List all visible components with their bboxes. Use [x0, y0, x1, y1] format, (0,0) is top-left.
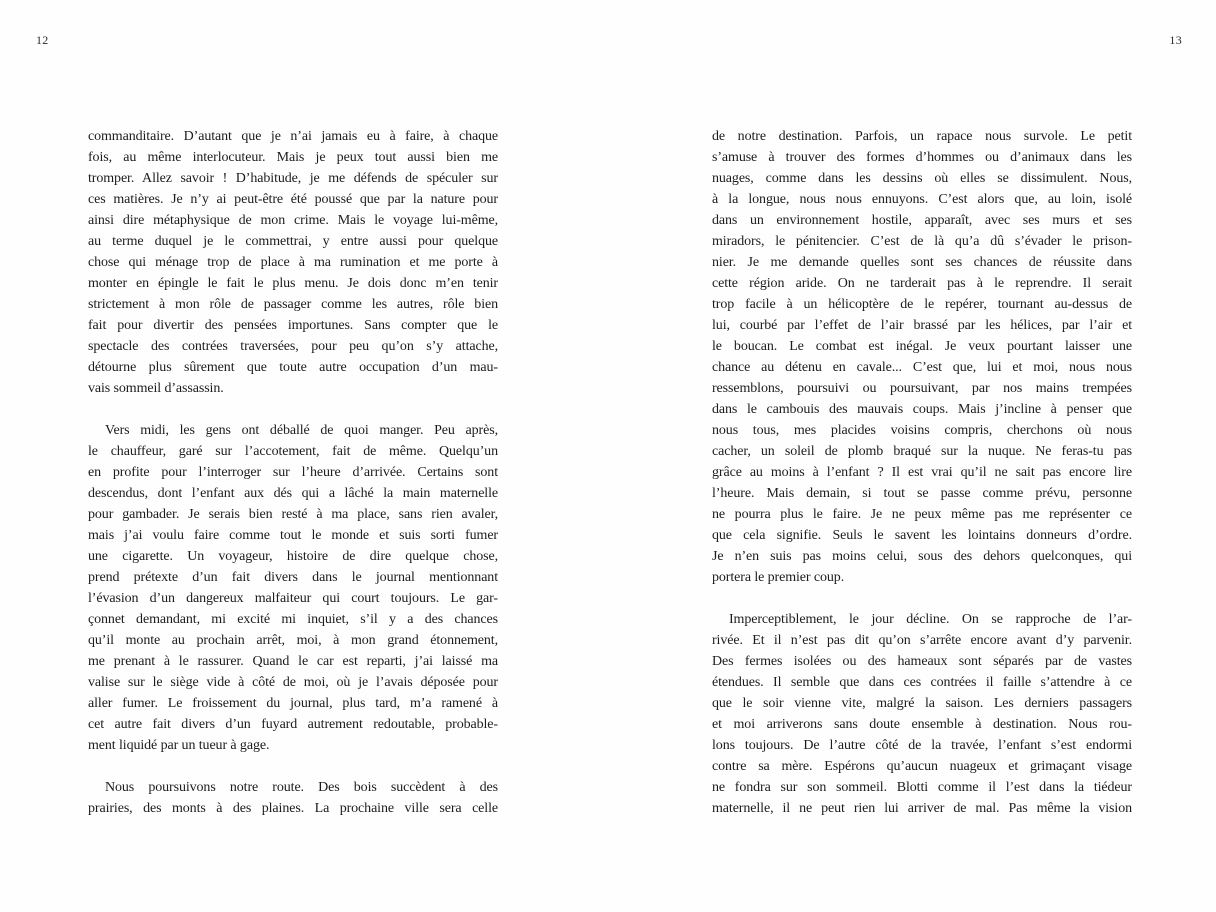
text-line: chose qui ménage trop de place à ma rumination et me porte à — [88, 255, 498, 270]
text-line: et moi arriverons sans doute ensemble à destination. Nous rou- — [712, 717, 1132, 732]
text-line: détourne plus sûrement que toute autre occupation d’un mau- — [88, 360, 498, 375]
page-number-right: 13 — [1169, 33, 1182, 47]
text-line: de notre destination. Parfois, un rapace nous survole. Le petit — [712, 129, 1132, 144]
text-line: que le soir vienne vite, malgré la saison. Les derniers passagers — [712, 696, 1132, 711]
text-line: vais sommeil d’assassin. — [88, 381, 224, 396]
text-line: au terme duquel je le commettrai, y entre aussi pour quelque — [88, 234, 498, 249]
text-line: Vers midi, les gens ont déballé de quoi manger. Peu après, — [105, 423, 498, 438]
text-line: ne fondra sur son sommeil. Blotti comme il l’est dans la tiédeur — [712, 780, 1132, 795]
text-line: lui, courbé par l’effet de l’air brassé par les hélices, par l’air et — [712, 318, 1132, 333]
text-line: qu’il monte au prochain arrêt, moi, à mon grand étonnement, — [88, 633, 498, 648]
text-line: chance au détenu en cavale... C’est que, lui et moi, nous nous — [712, 360, 1132, 375]
text-line: une cigarette. Un voyageur, histoire de dire quelque chose, — [88, 549, 498, 564]
paragraph — [88, 777, 498, 819]
paragraph — [712, 609, 1132, 819]
text-line: ne pourra plus le faire. Je ne peux même pas me représenter ce — [712, 507, 1132, 522]
text-line: descendus, dont l’enfant aux dés qui a lâché la main maternelle — [88, 486, 498, 501]
text-line: ainsi dire métaphysique de mon crime. Mais le voyage lui-même, — [88, 213, 498, 228]
text-line: nier. Je me demande quelles sont ses chances de réussite dans — [712, 255, 1132, 270]
text-line: fait pour divertir des pensées importunes. Sans compter que le — [88, 318, 498, 333]
text-line: Nous poursuivons notre route. Des bois succèdent à des — [105, 780, 498, 795]
text-line: Des fermes isolées ou des hameaux sont séparés par de vastes — [712, 654, 1132, 669]
text-line: Imperceptiblement, le jour décline. On se rapproche de l’ar- — [729, 612, 1132, 627]
text-line: pour gambader. Je serais bien resté à ma place, sans rien avaler, — [88, 507, 498, 522]
text-line: tromper. Allez savoir ! D’habitude, je me défends de spéculer sur — [88, 171, 498, 186]
text-line: çonnet demandant, mi excité mi inquiet, s’il y a des chances — [88, 612, 498, 627]
text-column-right — [712, 126, 1132, 819]
text-line: cacher, un soleil de plomb braqué sur la nuque. Ne feras-tu pas — [712, 444, 1132, 459]
text-line: nous tous, mes placides voisins compris, cherchons où nous — [712, 423, 1132, 438]
text-line: spectacle des contrées traversées, pour peu qu’on s’y attache, — [88, 339, 498, 354]
text-line: l’évasion d’un dangereux malfaiteur qui court toujours. Le gar- — [88, 591, 498, 606]
text-line: s’amuse à trouver des formes d’hommes ou d’animaux dans les — [712, 150, 1132, 165]
text-line: ment liquidé par un tueur à gage. — [88, 738, 270, 753]
paragraph — [88, 420, 498, 756]
text-line: valise sur le siège vide à côté de moi, où je l’avais déposée pour — [88, 675, 498, 690]
text-line: fois, au même interlocuteur. Mais je peux tout aussi bien me — [88, 150, 498, 165]
text-line: étendues. Il semble que dans ces contrées il faille s’attendre à ce — [712, 675, 1132, 690]
text-line: me prenant à le rassurer. Quand le car est reparti, j’ai laissé ma — [88, 654, 498, 669]
text-line: trop facile à un hélicoptère de le repérer, tournant au-dessus de — [712, 297, 1132, 312]
text-column-left — [88, 126, 498, 819]
text-line: mais j’ai voulu faire comme tout le monde et suis sorti fumer — [88, 528, 498, 543]
text-line: aller fumer. Le froissement du journal, plus tard, m’a ramené à — [88, 696, 498, 711]
text-line: lons toujours. De l’autre côté de la travée, l’enfant s’est endormi — [712, 738, 1132, 753]
text-line: dans le cambouis des mauvais coups. Mais j’incline à penser que — [712, 402, 1132, 417]
text-line: prairies, des monts à des plaines. La prochaine ville sera celle — [88, 801, 498, 816]
text-line: l’heure. Mais demain, si tout se passe comme prévu, personne — [712, 486, 1132, 501]
text-line: cette région aride. On ne tarderait pas à le reprendre. Il serait — [712, 276, 1132, 291]
text-line: maternelle, il ne peut rien lui arriver de mal. Pas même la vision — [712, 801, 1132, 816]
text-line: Je n’en suis pas moins celui, sous des dehors quelconques, qui — [712, 549, 1132, 564]
text-line: en profite pour l’interroger sur l’heure d’arrivée. Certains sont — [88, 465, 498, 480]
text-line: dans un environnement hostile, apparaît, avec ses murs et ses — [712, 213, 1132, 228]
text-line: ces matières. Je n’y ai peut-être été poussé que par la nature pour — [88, 192, 498, 207]
text-line: cet autre fait divers d’un fuyard autrement redoutable, probable- — [88, 717, 498, 732]
text-line: que cela signifie. Seuls le savent les lointains donneurs d’ordre. — [712, 528, 1132, 543]
text-line: contre sa mère. Espérons qu’aucun nuageux et grimaçant visage — [712, 759, 1132, 774]
text-line: prend prétexte d’un fait divers dans le journal mentionnant — [88, 570, 498, 585]
text-line: portera le premier coup. — [712, 570, 845, 585]
text-line: monter en épingle le fait le plus menu. Je dois donc m’en tenir — [88, 276, 498, 291]
text-line: miradors, le pénitencier. C’est de là qu’a dû s’évader le prison- — [712, 234, 1132, 249]
text-line: à la longue, nous nous ennuyons. C’est alors que, au loin, isolé — [712, 192, 1132, 207]
page-number-left: 12 — [36, 33, 49, 47]
text-line: rivée. Et il n’est pas dit qu’on s’arrête encore avant d’y parvenir. — [712, 633, 1132, 648]
paragraph — [712, 126, 1132, 588]
text-line: le chauffeur, garé sur l’accotement, fait de même. Quelqu’un — [88, 444, 498, 459]
text-line: nuages, comme dans les dessins où elles se dissimulent. Nous, — [712, 171, 1132, 186]
text-line: ressemblons, poursuivi ou poursuivant, par nos mains trempées — [712, 381, 1132, 396]
paragraph — [88, 126, 498, 399]
text-line: strictement à mon rôle de passager comme les autres, rôle bien — [88, 297, 498, 312]
text-line: le boucan. Le combat est inégal. Je veux pourtant laisser une — [712, 339, 1132, 354]
text-line: commanditaire. D’autant que je n’ai jamais eu à faire, à chaque — [88, 129, 498, 144]
text-line: grâce au moins à l’enfant ? Il est vrai qu’il ne sait pas encore lire — [712, 465, 1132, 480]
